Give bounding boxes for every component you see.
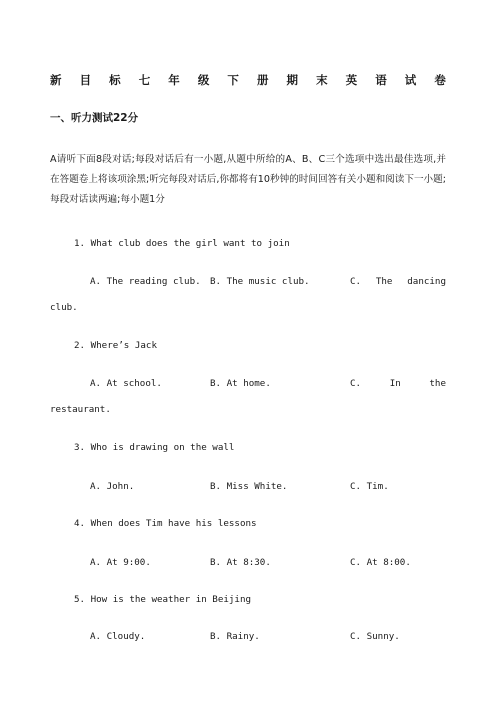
option-c-word: C. (350, 276, 362, 287)
title-char: 年 (168, 73, 180, 87)
title-char: 七 (138, 73, 151, 87)
question-2: 2. Where’s Jack (74, 340, 157, 351)
option-c (350, 378, 446, 389)
option-a: A. The reading club. (90, 276, 201, 287)
option-a: A. At 9:00. (90, 557, 151, 568)
option-c: C. Tim. (350, 481, 389, 492)
option-c-continued: club. (50, 302, 78, 313)
title-char: 标 (109, 73, 121, 87)
title-char: 语 (375, 73, 387, 87)
question-3: 3. Who is drawing on the wall (74, 442, 235, 453)
title-char: 下 (227, 73, 239, 87)
option-c (350, 276, 446, 287)
title-char: 卷 (434, 73, 446, 87)
section-heading: 一、听力测试22分 (50, 112, 139, 124)
question-5: 5. How is the weather in Beijing (74, 594, 252, 605)
options-4 (50, 557, 446, 571)
question-4: 4. When does Tim have his lessons (74, 518, 257, 529)
title-char: 册 (256, 73, 269, 87)
title-char: 英 (345, 73, 358, 87)
option-c-word: C. (350, 378, 362, 389)
option-c-word: In (389, 378, 401, 389)
option-b: B. At 8:30. (210, 557, 271, 568)
option-c-continued: restaurant. (50, 404, 111, 415)
title-char: 级 (197, 73, 210, 87)
title-char: 试 (404, 73, 417, 87)
option-c-word: The (375, 276, 393, 287)
options-2 (50, 378, 446, 415)
option-c: C. Sunny. (350, 631, 400, 642)
option-a: A. At school. (90, 378, 162, 389)
title-char: 末 (316, 73, 328, 87)
option-b: B. Rainy. (210, 631, 260, 642)
option-c-word: the (429, 378, 446, 389)
question-1: 1. What club does the girl want to join (74, 238, 290, 249)
option-b: B. The music club. (210, 276, 310, 287)
title-char: 新 (50, 73, 62, 87)
option-a: A. John. (90, 481, 135, 492)
option-b: B. At home. (210, 378, 271, 389)
title-char: 目 (79, 73, 92, 87)
options-5 (50, 631, 446, 645)
title-char: 期 (286, 73, 298, 87)
instructions: A请听下面8段对话;每段对话后有一小题,从题中所给的A、B、C三个选项中选出最佳选项,并在答题卷上将该项涂黑;听完每段对话后,你都将有10秒钟的时间回答有关小题和阅读下一小题;每段对话读两遍;每小题1分 (50, 154, 446, 205)
option-c: C. At 8:00. (350, 557, 411, 568)
options-3 (50, 481, 446, 495)
options-1 (50, 276, 446, 313)
option-c-word: dancing (407, 276, 446, 287)
option-a: A. Cloudy. (90, 631, 146, 642)
option-b: B. Miss White. (210, 481, 288, 492)
document-title (50, 72, 446, 88)
